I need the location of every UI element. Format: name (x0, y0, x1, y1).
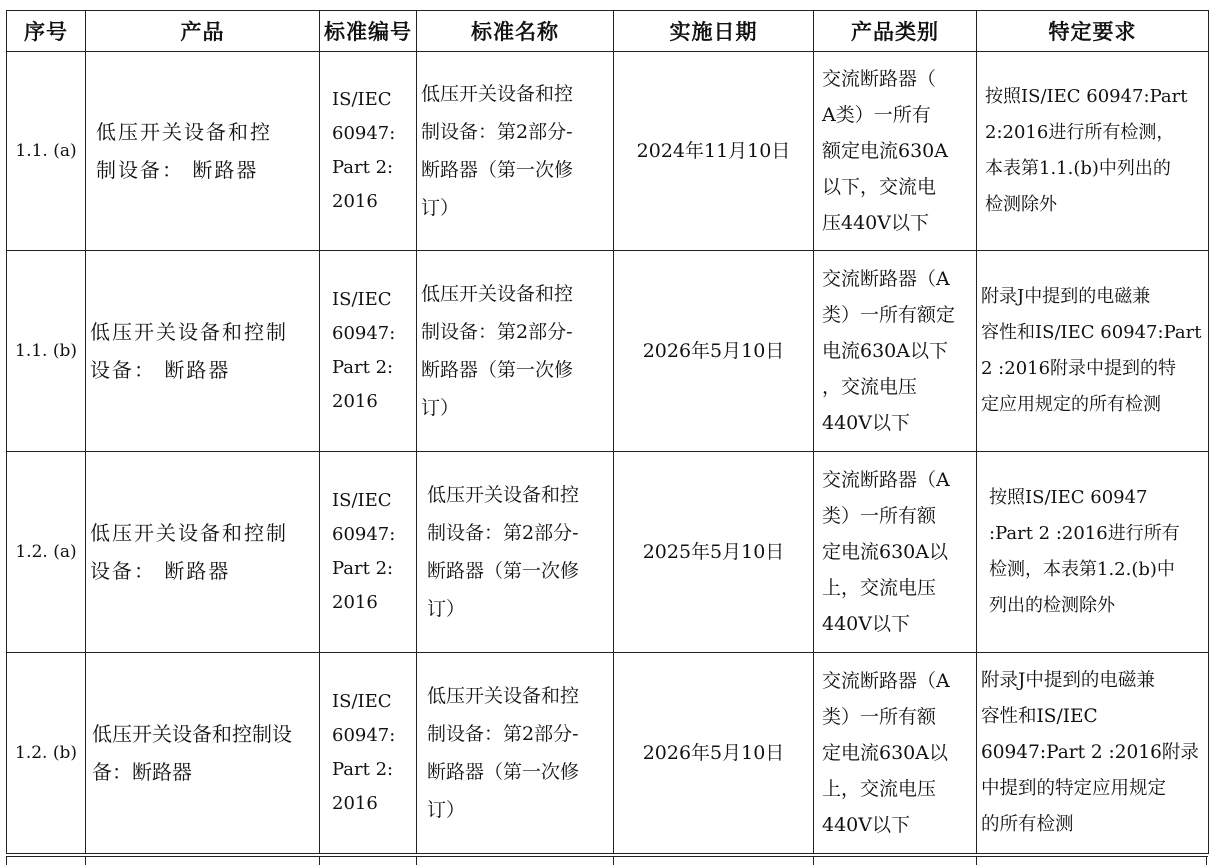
cell-effective-date: 2026年5月10日 (614, 653, 814, 854)
cell-standard-name (417, 52, 614, 251)
header-effective-date: 实施日期 (614, 11, 814, 52)
cell-product-category (814, 251, 977, 452)
cell-specific-requirement (977, 251, 1209, 452)
cell-product-category (814, 452, 977, 653)
product-text: 低压开关设备和控制设 备：断路器 (92, 722, 292, 784)
header-no: 序号 (7, 11, 86, 52)
cell-product (86, 251, 320, 452)
table-row (7, 653, 1209, 854)
header-product-category: 产品类别 (814, 11, 977, 52)
specific-requirement-text: 附录J中提到的电磁兼 容性和IS/IEC 60947:Part 2 :2016附录中提到的特 定应用规定的所有检测 (981, 286, 1202, 415)
standard-code-text: IS/IEC 60947: Part 2: 2016 (332, 289, 396, 412)
cell-specific-requirement (977, 653, 1209, 854)
standard-code-text: IS/IEC 60947: Part 2: 2016 (332, 89, 396, 212)
specific-requirement-text: 附录J中提到的电磁兼 容性和IS/IEC 60947:Part 2 :2016附录 中提到的特定应用规定 的所有检测 (981, 670, 1199, 835)
product-text: 低压开关设备和控 制设备： 断路器 (96, 120, 272, 182)
cell-no: 1.1. (a) (7, 52, 86, 251)
table-row (7, 452, 1209, 653)
cell-effective-date: 2024年11月10日 (614, 52, 814, 251)
cell-standard-code (320, 452, 417, 653)
standard-code-text: IS/IEC 60947: Part 2: 2016 (332, 490, 396, 613)
header-standard-code: 标准编号 (320, 11, 417, 52)
cell-product-category (814, 653, 977, 854)
cell-product-category (814, 52, 977, 251)
standard-name-text: 低压开关设备和控 制设备：第2部分- 断路器（第一次修 订） (427, 685, 580, 821)
cell-standard-code (320, 653, 417, 854)
cell-no: 1.2. (b) (7, 653, 86, 854)
header-row (7, 11, 1209, 52)
product-text: 低压开关设备和控制 设备： 断路器 (90, 320, 288, 382)
cell-standard-name (417, 251, 614, 452)
product-category-text: 交流断路器（A 类）一所有额 定电流630A以 上，交流电压 440V以下 (822, 469, 950, 635)
table-row (7, 52, 1209, 251)
cell-product (86, 653, 320, 854)
product-category-text: 交流断路器（A 类）一所有额定 电流630A以下 ，交流电压 440V以下 (822, 268, 956, 434)
cell-no: 1.1. (b) (7, 251, 86, 452)
cell-standard-code (320, 251, 417, 452)
standard-name-text: 低压开关设备和控 制设备：第2部分- 断路器（第一次修 订） (421, 83, 574, 219)
standards-table (6, 10, 1209, 854)
table-row (7, 251, 1209, 452)
cell-effective-date: 2025年5月10日 (614, 452, 814, 653)
cell-product (86, 452, 320, 653)
product-text: 低压开关设备和控制 设备： 断路器 (90, 521, 288, 583)
standard-code-text: IS/IEC 60947: Part 2: 2016 (332, 691, 396, 814)
cell-product (86, 52, 320, 251)
cell-standard-name (417, 653, 614, 854)
cell-specific-requirement (977, 452, 1209, 653)
specific-requirement-text: 按照IS/IEC 60947 :Part 2 :2016进行所有 检测，本表第1.2.(b)中 列出的检测除外 (989, 487, 1180, 616)
cell-standard-name (417, 452, 614, 653)
header-specific-requirement: 特定要求 (977, 11, 1209, 52)
standard-name-text: 低压开关设备和控 制设备：第2部分- 断路器（第一次修 订） (427, 484, 580, 620)
cell-standard-code (320, 52, 417, 251)
product-category-text: 交流断路器（A 类）一所有额 定电流630A以 上，交流电压 440V以下 (822, 670, 950, 836)
specific-requirement-text: 按照IS/IEC 60947:Part 2:2016进行所有检测， 本表第1.1.(b)中列出的 检测除外 (985, 86, 1188, 215)
standard-name-text: 低压开关设备和控 制设备：第2部分- 断路器（第一次修 订） (421, 283, 574, 419)
cell-specific-requirement (977, 52, 1209, 251)
header-product: 产品 (86, 11, 320, 52)
cell-no: 1.2. (a) (7, 452, 86, 653)
product-category-text: 交流断路器（ A类）一所有 额定电流630A 以下，交流电 压440V以下 (822, 68, 948, 234)
header-standard-name: 标准名称 (417, 11, 614, 52)
cell-effective-date: 2026年5月10日 (614, 251, 814, 452)
